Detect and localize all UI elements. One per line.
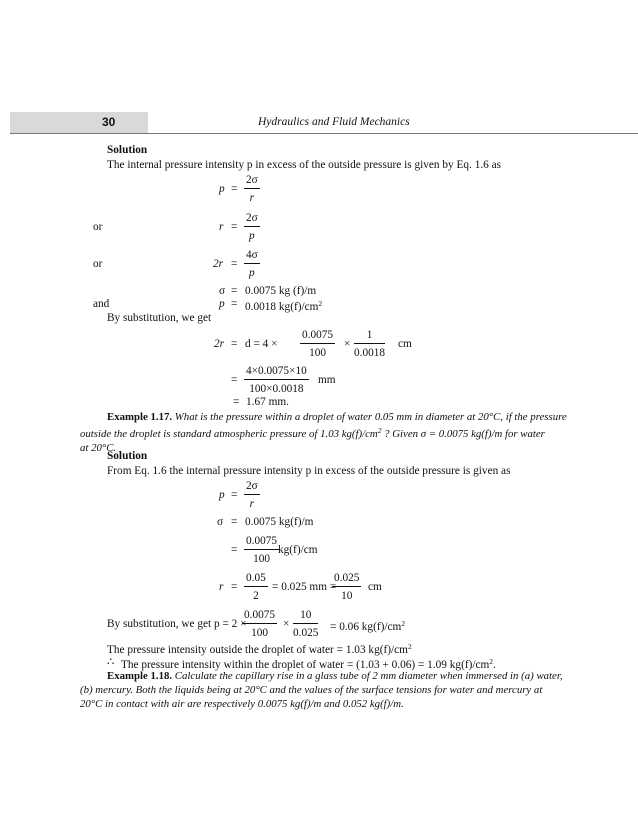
fraction bbox=[244, 211, 260, 243]
example-text: 20°C in contact with air are respectively 0.0075 kg(f)/m and 0.052 kg(f)/m. bbox=[80, 698, 404, 710]
fraction bbox=[300, 328, 335, 360]
fraction-denominator: r bbox=[249, 498, 255, 510]
fraction-numerator: 4σ bbox=[244, 248, 260, 264]
example-text: at 20°C. bbox=[80, 442, 117, 454]
eq-rhs: 0.0075 kg(f)/m bbox=[245, 516, 314, 528]
result-text: The pressure intensity outside the droplet of water = 1.03 kg(f)/cm bbox=[107, 644, 408, 656]
eq-sign: = bbox=[231, 338, 238, 350]
fraction-numerator: 0.0075 bbox=[242, 608, 277, 624]
fraction bbox=[244, 364, 309, 396]
superscript: 2 bbox=[318, 299, 323, 308]
solution-2-intro: From Eq. 1.6 the internal pressure intensity p in excess of the outside pressure is given as bbox=[107, 465, 511, 477]
example-text: Calculate the capillary rise in a glass tube of 2 mm diameter when immersed in (a) water, bbox=[174, 670, 563, 682]
solution-heading-2: Solution bbox=[107, 450, 148, 462]
fraction bbox=[244, 571, 268, 603]
eq-lhs: 2r bbox=[213, 258, 224, 270]
page-number-box bbox=[10, 112, 148, 134]
solution-heading-1: Solution bbox=[107, 144, 148, 156]
fraction-denominator: p bbox=[249, 230, 255, 242]
fraction-numerator: 0.05 bbox=[244, 571, 268, 587]
running-title: Hydraulics and Fluid Mechanics bbox=[258, 116, 410, 128]
eq-lhs: p bbox=[219, 489, 225, 501]
fraction bbox=[244, 248, 260, 280]
eq-lhs: r bbox=[219, 581, 224, 593]
result-text: The pressure intensity within the droplet of water = (1.03 + 0.06) = 1.09 kg(f)/cm bbox=[121, 659, 490, 671]
fraction bbox=[242, 608, 277, 640]
superscript: 2 bbox=[401, 619, 406, 628]
superscript: 2 bbox=[377, 426, 382, 435]
eq-rhs-text: = 0.06 kg(f)/cm bbox=[330, 621, 402, 633]
eq-rhs bbox=[245, 297, 322, 314]
fraction-numerator: 4×0.0075×10 bbox=[244, 364, 309, 380]
page-number: 30 bbox=[102, 115, 116, 129]
fraction bbox=[332, 571, 361, 603]
fraction bbox=[354, 328, 385, 360]
unit: mm bbox=[318, 374, 336, 386]
eq-rhs-text: 0.0018 kg(f)/cm bbox=[245, 301, 319, 313]
eq-sign: = bbox=[231, 298, 238, 310]
fraction bbox=[244, 173, 260, 205]
eq-sign: = bbox=[231, 285, 238, 297]
fraction-numerator: 2σ bbox=[244, 173, 260, 189]
example-label: Example 1.17. bbox=[107, 411, 173, 423]
fraction-numerator: 10 bbox=[293, 608, 318, 624]
eq-sign: = bbox=[231, 581, 238, 593]
fraction-denominator: 100 bbox=[251, 627, 269, 639]
eq-lhs: r bbox=[219, 221, 224, 233]
eq-d-term: d = 4 × bbox=[245, 338, 278, 350]
eq-sign: = bbox=[233, 396, 240, 408]
fraction-numerator: 2σ bbox=[244, 479, 260, 495]
header-rule bbox=[10, 133, 638, 134]
fraction-denominator: 100×0.0018 bbox=[249, 383, 304, 395]
eq-label: and bbox=[93, 298, 110, 310]
eq-middle: = 0.025 mm = bbox=[272, 581, 337, 593]
eq-rhs: 1.67 mm. bbox=[246, 396, 289, 408]
substitution-text: By substitution, we get p = 2 × bbox=[107, 618, 247, 630]
fraction-denominator: 0.025 bbox=[293, 627, 319, 639]
eq-label: or bbox=[93, 221, 103, 233]
unit: kg(f)/cm bbox=[278, 544, 318, 556]
fraction-numerator: 1 bbox=[354, 328, 385, 344]
times-sign: × bbox=[283, 618, 290, 630]
superscript: 2 bbox=[407, 642, 412, 651]
fraction-numerator: 0.025 bbox=[332, 571, 361, 587]
eq-lhs: σ bbox=[219, 285, 226, 297]
eq-lhs: p bbox=[219, 183, 225, 195]
eq-sign: = bbox=[231, 516, 238, 528]
eq-lhs: 2r bbox=[214, 338, 225, 350]
example-label: Example 1.18. bbox=[107, 670, 173, 682]
fraction-denominator: 10 bbox=[341, 590, 353, 602]
page-header bbox=[10, 112, 638, 134]
fraction-numerator: 0.0075 bbox=[244, 534, 279, 550]
eq-sign: = bbox=[231, 183, 238, 195]
example-1-18 bbox=[80, 669, 625, 711]
example-text: outside the droplet is standard atmospheric pressure of 1.03 kg(f)/cm bbox=[80, 428, 378, 440]
fraction-numerator: 2σ bbox=[244, 211, 260, 227]
fraction-denominator: 2 bbox=[253, 590, 259, 602]
fraction-denominator: p bbox=[249, 267, 255, 279]
eq-sign: = bbox=[231, 489, 238, 501]
fraction bbox=[244, 479, 260, 511]
eq-rhs: 0.0075 kg (f)/m bbox=[245, 285, 317, 297]
unit: cm bbox=[368, 581, 382, 593]
example-text: What is the pressure within a droplet of water 0.05 mm in diameter at 20°C, if the pressure bbox=[174, 411, 567, 423]
substitution-text: By substitution, we get bbox=[107, 312, 212, 324]
eq-sign: = bbox=[231, 221, 238, 233]
superscript: 2 bbox=[489, 657, 494, 666]
example-text: (b) mercury. Both the liquids being at 20°C and the values of the surface tensions for water and mercury at bbox=[80, 684, 543, 696]
fraction-denominator: r bbox=[249, 192, 255, 204]
solution-1-intro: The internal pressure intensity p in excess of the outside pressure is given by Eq. 1.6 as bbox=[107, 159, 502, 171]
fraction bbox=[293, 608, 318, 640]
eq-rhs bbox=[330, 617, 405, 634]
therefore-symbol: ∴ bbox=[107, 655, 115, 668]
eq-label: or bbox=[93, 258, 103, 270]
fraction-denominator: 0.0018 bbox=[354, 347, 386, 359]
fraction-denominator: 100 bbox=[253, 553, 271, 565]
eq-lhs: σ bbox=[217, 516, 224, 528]
example-text: ? Given σ = 0.0075 kg(f)/m for water bbox=[381, 428, 545, 440]
eq-lhs: p bbox=[219, 298, 225, 310]
fraction-numerator: 0.0075 bbox=[300, 328, 335, 344]
eq-sign: = bbox=[231, 374, 238, 386]
times-sign: × bbox=[344, 338, 351, 350]
period: . bbox=[493, 659, 496, 671]
fraction bbox=[244, 534, 279, 566]
eq-sign: = bbox=[231, 544, 238, 556]
fraction-denominator: 100 bbox=[309, 347, 327, 359]
eq-sign: = bbox=[231, 258, 238, 270]
example-1-17 bbox=[80, 410, 625, 455]
unit: cm bbox=[398, 338, 412, 350]
